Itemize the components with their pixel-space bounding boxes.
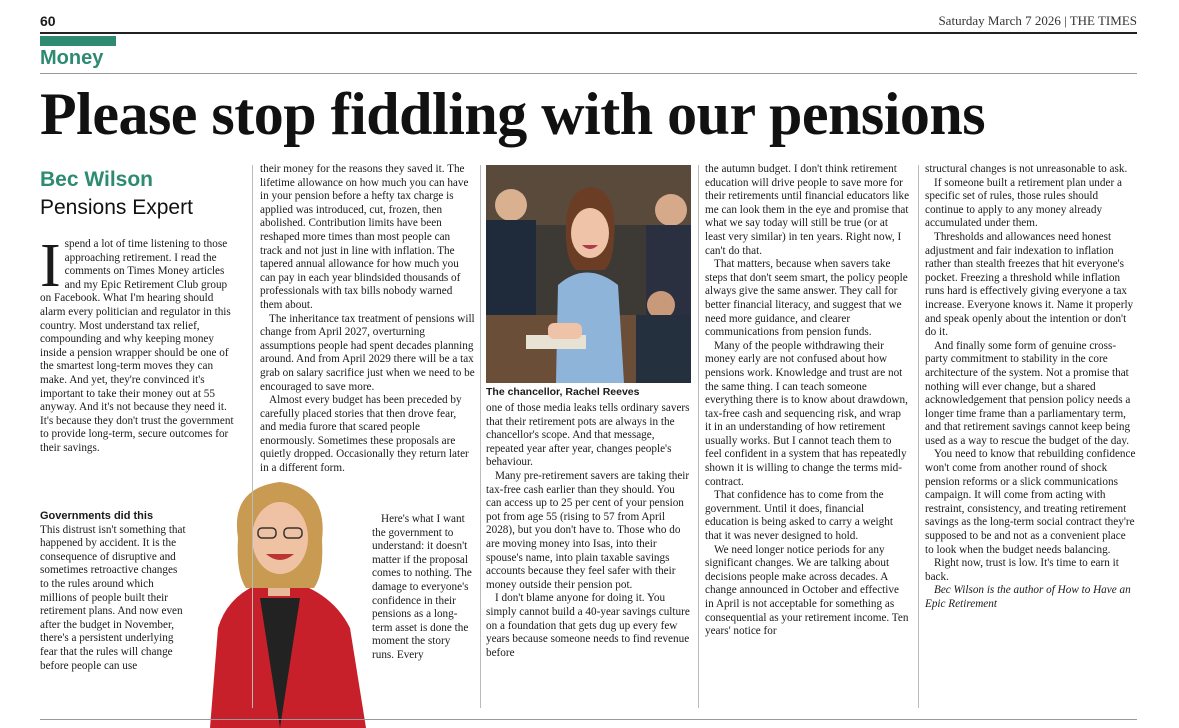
section-rule [40,73,1137,74]
paragraph: I don't blame anyone for doing it. You simply cannot build a 40-year savings culture on a foundation that gets dug up every few years because someone needs to find revenue before [486,592,690,659]
author-photo [190,478,370,728]
section-label: Money [40,47,104,69]
byline-name: Bec Wilson [40,168,153,191]
paragraph: the autumn budget. I don't think retirement education will drive people to save more for their retirements until financial educators like me can look them in the eye and promise that what we say today will still be true (or at least very similar) in ten years. Right now, I can't do that. [705,163,910,257]
column-rule [252,165,253,708]
paragraph: If someone built a retirement plan under a specific set of rules, those rules should continue to apply to any money already accumulated under them. [925,176,1122,230]
column-rule [918,165,919,708]
column-4 [705,163,910,708]
column-1 [40,238,240,508]
paragraph: Almost every budget has been preceded by carefully placed stories that then drove fear, and media furore that scared people enormously. Sometimes these proposals are quietly dropped. Occasionally they return later in a different form. [260,394,469,475]
page-number: 60 [40,13,56,29]
paragraph: Here's what I want the government to understand: it doesn't matter if the proposal comes to nothing. The damage to everyone's confidence in their pensions as a long-term asset is done the moment the story runs. Every [372,513,472,661]
paragraph: Thresholds and allowances need honest adjustment and fair indexation to inflation rather than stealth freezes that hit everyone's pocket. Freezing a threshold while inflation runs hard is effectively giving everyone a tax increase. Everyone knows it. Name it properly and speak openly about the intention or don't do it. [925,230,1134,339]
column-2-lower [372,513,475,708]
subheading: Governments did this [40,510,154,522]
bottom-rule [40,719,1137,720]
paragraph: one of those media leaks tells ordinary savers that their retirement pots are always in the chancellor's scope. And that message, repeated year after year, changes people's behaviour. [486,402,690,469]
column-2 [260,163,475,513]
paragraph: Right now, trust is low. It's time to earn it back. [925,557,1119,583]
headline: Please stop fiddling with our pensions [40,81,986,147]
dateline: Saturday March 7 2026 | THE TIMES [938,13,1137,28]
paragraph: We need longer notice periods for any significant changes. We are talking about decisions people make across decades. A change announced in October and effective in April is not acceptable for something as consequential as your retirement income. Ten years' notice for [705,543,909,638]
author-note: Bec Wilson is the author of How to Have an Epic Retirement [925,584,1131,610]
column-rule [698,165,699,708]
paragraph: And finally some form of genuine cross-party commitment to stability in the core architecture of the system. Not a promise that nothing will ever change, but a shared acknowledgement that pension policy needs a longer time frame than a parliamentary term, and that retirement savings cannot keep being used as a way to rescue the budget of the day. [925,339,1131,447]
paragraph: That confidence has to come from the government. Until it does, financial education is being asked to carry a weight that it was never designed to hold. [705,489,893,543]
column-3 [486,402,691,707]
paragraph: their money for the reasons they saved it. The lifetime allowance on how much you can have in your pension before a hefty tax charge is applied was introduced, cut, frozen, then abolished. Contribution limits have been reshaped more times than most people can track and not just in line with inflation. The tapered annual allowance for how much you can pay in each year blindsided thousands of professionals with tax bills nobody warned them about. [260,163,469,311]
column-5 [925,163,1137,708]
paragraph: structural changes is not unreasonable to ask. [925,163,1128,175]
paragraph: You need to know that rebuilding confidence won't come from another round of shock pension reforms or a slick communications campaign. It will come from acting with restraint, consistency, and treating retirement savings as the long-term social contract they're supposed to be and not as a convenient place to look when the budget needs balancing. [925,448,1136,556]
chancellor-photo [486,165,691,383]
page-header [40,8,1137,34]
photo-caption: The chancellor, Rachel Reeves [486,386,640,398]
paragraph: Many pre-retirement savers are taking their tax-free cash earlier than they should. You can access up to 25 per cent of your pension pot from age 55 (rising to 57 from April 2028), but you don't have to. Those who do are moving money into Isas, into their spouse's name, into plain taxable savings accounts because they feel safer with their money outside their pension pot. [486,469,690,591]
chancellor-photo-image [486,165,691,383]
byline-role: Pensions Expert [40,196,193,219]
paragraph: The inheritance tax treatment of pensions will change from April 2027, overturning assumptions people had spent decades planning around. And from April 2029 there will be a tax grab on salary sacrifice just when we need to be encouraged to save more. [260,312,475,393]
paragraph: This distrust isn't something that happened by accident. It is the consequence of disruptive and sometimes retroactive changes to the rules around which millions of people built their retirement plans. And now even after the budget in November, there's a persistent underlying fear that the rules will change before people can use [40,523,186,672]
paragraph: That matters, because when savers take steps that don't seem smart, the policy people always give the same answer. They call for better financial literacy, and suggest that we need more guidance, and clearer communications from pension funds. [705,258,908,339]
column-1-lower [40,510,188,705]
drop-cap: I [40,238,61,300]
section-color-bar [40,36,116,46]
column-rule [480,165,481,708]
paragraph: spend a lot of time listening to those approaching retirement. I read the comments on Times Money articles and my Epic Retirement Club group on Facebook. What I'm hearing should alarm every politician and regulator in this country. Most understand tax relief, compounding and why keeping money inside a pension wrapper should be one of the smartest long-term moves they can make. And yet, they're convinced it's important to take their money out at 55 anyway. And it's not because they need it. It's because they don't trust the government to provide long-term, secure outcomes for their savings. [40,238,234,454]
paragraph: Many of the people withdrawing their money early are not confused about how pensions work. Knowledge and trust are not the same thing. I can teach someone everything there is to know about drawdown, tax-free cash and sequencing risk, and wrap it in an understanding of how retirement usually works. But I cannot teach them to feel confident in a system that has repeatedly shown it is willing to change the terms mid-contract. [705,339,908,488]
